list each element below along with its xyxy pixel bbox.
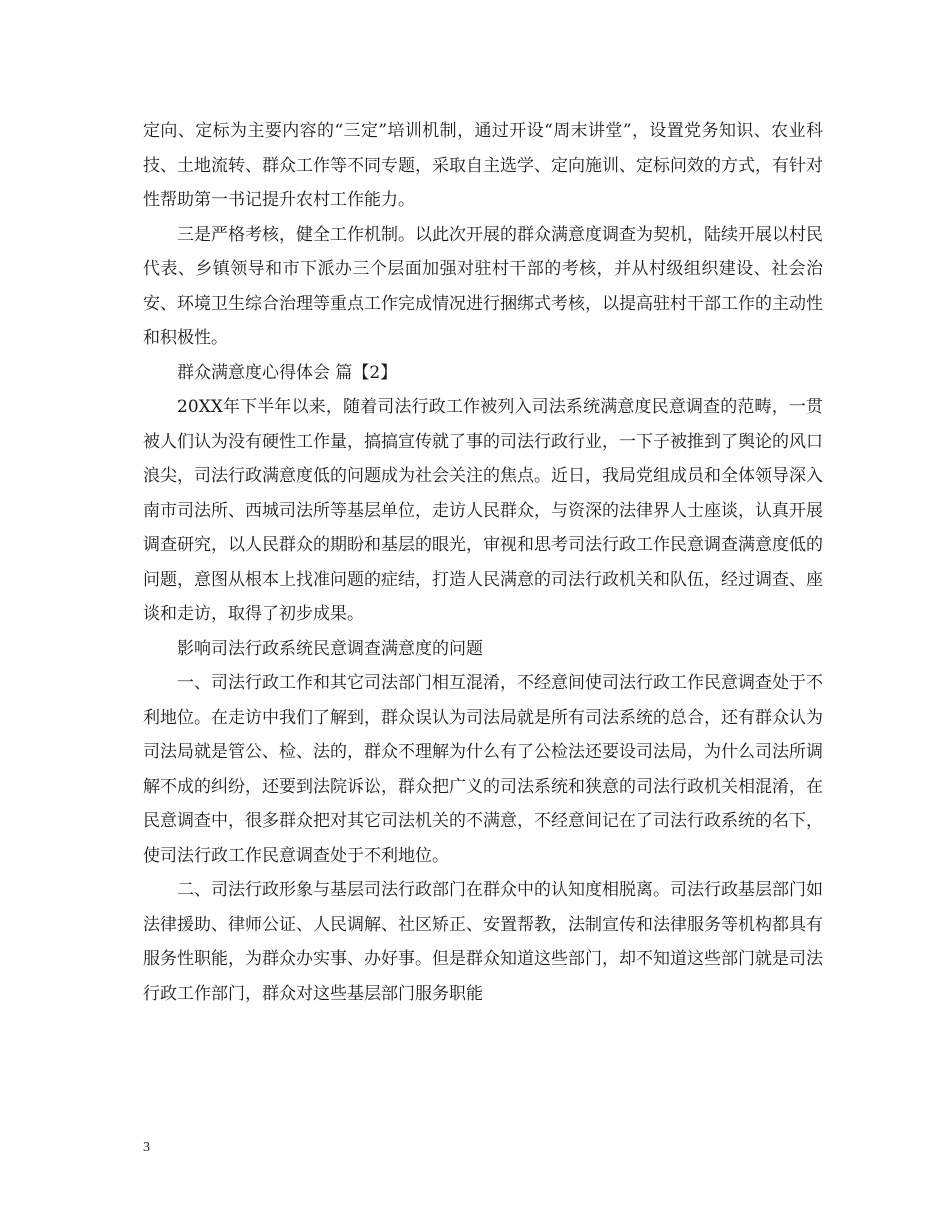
subsection-heading: 影响司法行政系统民意调查满意度的问题 <box>177 638 483 659</box>
paragraph-5: 二、司法行政形象与基层司法行政部门在群众中的认知度相脱离。司法行政基层部门如法律援助、律师公证、人民调解、社区矫正、安置帮教，法制宣传和法律服务等机构都具有服务性职能，为群众办实事、办好事。但是群众知道这些部门，却不知道这些部门就是司法行政工作部门，群众对这些基层部门服务职能 <box>143 880 823 1004</box>
paragraph-4: 一、司法行政工作和其它司法部门相互混淆，不经意间使司法行政工作民意调查处于不利地位。在走访中我们了解到，群众误认为司法局就是所有司法系统的总合，还有群众认为司法局就是管公、检、法的，群众不理解为什么有了公检法还要设司法局，为什么司法所调解不成的纠纷，还要到法院诉讼，群众把广义的司法系统和狭意的司法行政机关相混淆，在民意调查中，很多群众把对其它司法机关的不满意，不经意间记在了司法行政系统的名下，使司法行政工作民意调查处于不利地位。 <box>143 673 823 866</box>
document-body <box>143 114 823 1011</box>
paragraph-3: 20XX年下半年以来，随着司法行政工作被列入司法系统满意度民意调查的范畴，一贯被人们认为没有硬性工作量，搞搞宣传就了事的司法行政行业，一下子被推到了舆论的风口浪尖，司法行政满意度低的问题成为社会关注的焦点。近日，我局党组成员和全体领导深入南市司法所、西城司法所等基层单位，走访人民群众，与资深的法律界人士座谈，认真开展调查研究，以人民群众的期盼和基层的眼光，审视和思考司法行政工作民意调查满意度低的问题，意图从根本上找准问题的症结，打造人民满意的司法行政机关和队伍，经过调查、座谈和走访，取得了初步成果。 <box>143 397 823 624</box>
paragraph-1: 定向、定标为主要内容的“三定”培训机制，通过开设“周末讲堂”，设置党务知识、农业科技、土地流转、群众工作等不同专题，采取自主选学、定向施训、定标问效的方式，有针对性帮助第一书记提升农村工作能力。 <box>143 121 823 210</box>
page-number: 3 <box>143 1140 150 1155</box>
paragraph-2: 三是严格考核，健全工作机制。以此次开展的群众满意度调查为契机，陆续开展以村民代表、乡镇领导和市下派办三个层面加强对驻村干部的考核，并从村级组织建设、社会治安、环境卫生综合治理等重点工作完成情况进行捆绑式考核，以提高驻村干部工作的主动性和积极性。 <box>143 224 823 348</box>
section-heading-2: 群众满意度心得体会 篇【2】 <box>177 362 398 383</box>
